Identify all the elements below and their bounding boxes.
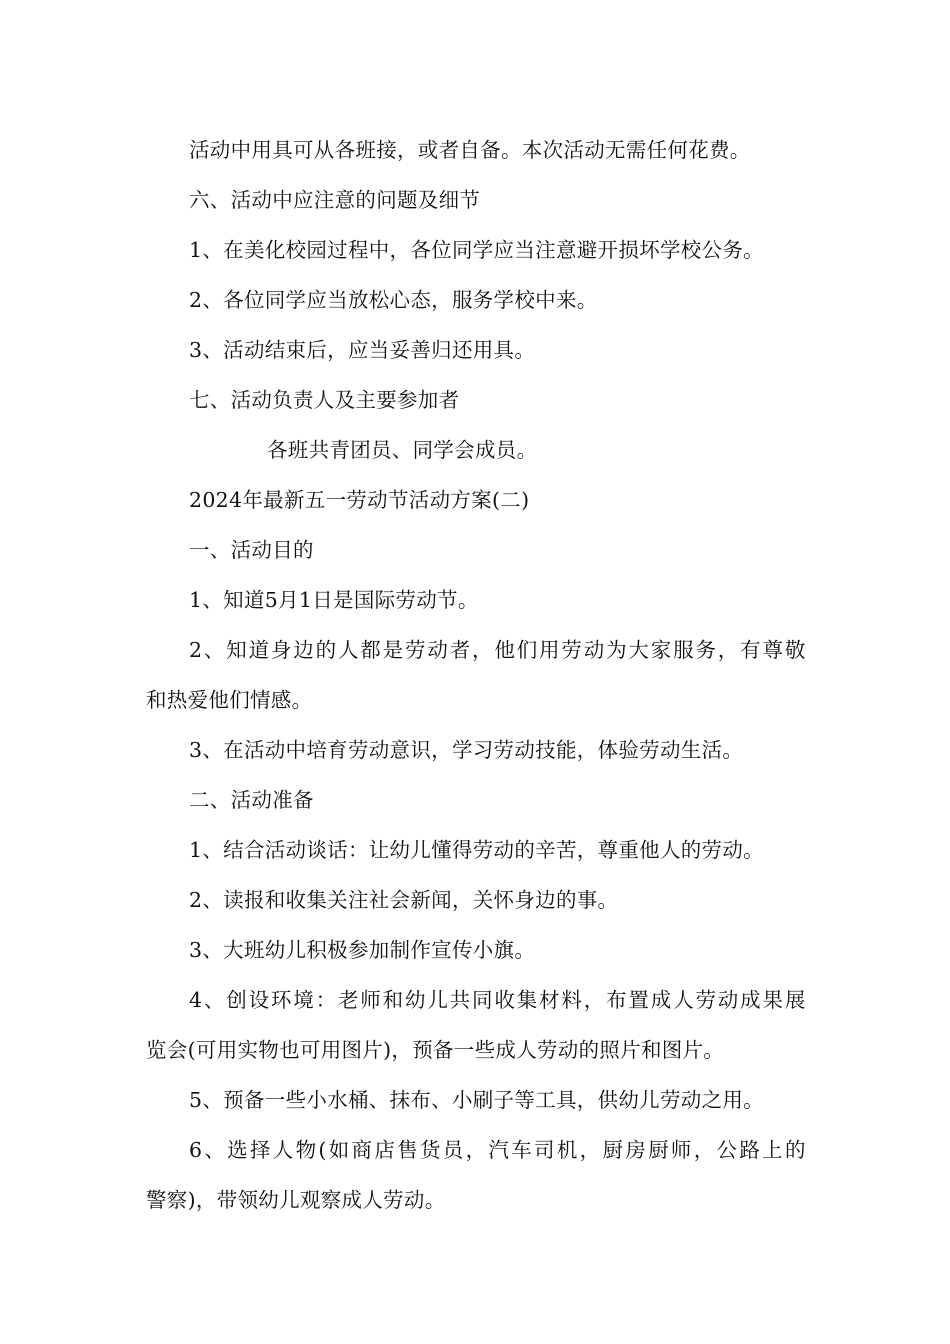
paragraph-1: 活动中用具可从各班接，或者自备。本次活动无需任何花费。 — [189, 138, 751, 162]
list-item-continuation: 览会(可用实物也可用图片)，预备一些成人劳动的照片和图片。 — [146, 1038, 725, 1062]
list-item: 1、知道5月1日是国际劳动节。 — [189, 588, 479, 612]
list-item: 4 、 创 设 环 境 ： 老 师 和 幼 儿 共 同 收 集 材 料 ， 布 置 成 人 劳 动 成 果 展 — [189, 988, 806, 1012]
document-title: 2024年最新五一劳动节活动方案(二) — [189, 488, 530, 512]
list-item: 1、在美化校园过程中，各位同学应当注意避开损坏学校公务。 — [189, 238, 764, 262]
section-heading-6: 六、活动中应注意的问题及细节 — [189, 188, 481, 212]
list-item: 3、大班幼儿积极参加制作宣传小旗。 — [189, 938, 536, 962]
list-item: 3、活动结束后，应当妥善归还用具。 — [189, 338, 536, 362]
section-heading-2: 二、活动准备 — [189, 788, 314, 812]
section-heading-1: 一、活动目的 — [189, 538, 314, 562]
list-item: 1、结合活动谈话：让幼儿懂得劳动的辛苦，尊重他人的劳动。 — [189, 838, 764, 862]
list-item: 5、预备一些小水桶、抹布、小刷子等工具，供幼儿劳动之用。 — [189, 1088, 764, 1112]
list-item: 2 、 知 道 身 边 的 人 都 是 劳 动 者 ， 他 们 用 劳 动 为 大 家 服 务 ， 有 尊 敬 — [189, 638, 806, 662]
list-item: 2、读报和收集关注社会新闻，关怀身边的事。 — [189, 888, 619, 912]
list-item: 3、在活动中培育劳动意识，学习劳动技能，体验劳动生活。 — [189, 738, 744, 762]
paragraph-participants: 各班共青团员、同学会成员。 — [267, 438, 538, 462]
list-item: 6 、 选 择 人 物 ( 如 商 店 售 货 员 ， 汽 车 司 机 ， 厨 房 厨 师 ， 公 路 上 的 — [189, 1138, 806, 1162]
list-item-continuation: 和热爱他们情感。 — [146, 688, 313, 712]
list-item: 2、各位同学应当放松心态，服务学校中来。 — [189, 288, 598, 312]
section-heading-7: 七、活动负责人及主要参加者 — [189, 388, 460, 412]
list-item-continuation: 警察)，带领幼儿观察成人劳动。 — [146, 1188, 446, 1212]
